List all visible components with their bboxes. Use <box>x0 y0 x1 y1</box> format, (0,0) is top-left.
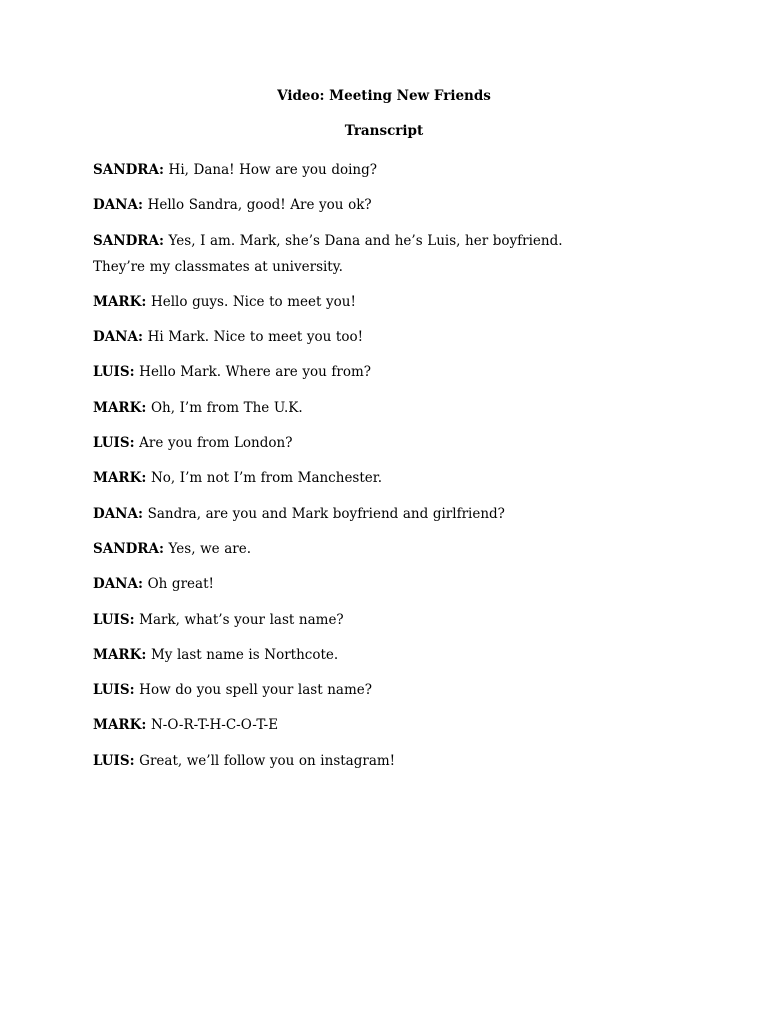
utterance-text: Hi Mark. Nice to meet you too! <box>147 329 364 346</box>
speaker-label: LUIS: <box>93 435 135 452</box>
transcript-line <box>93 748 613 774</box>
speaker-label: LUIS: <box>93 611 135 628</box>
utterance-text: My last name is Northcote. <box>150 646 339 663</box>
transcript-line <box>93 359 613 385</box>
utterance-text: N-O-R-T-H-C-O-T-E <box>150 717 279 734</box>
transcript-line <box>93 430 613 456</box>
transcript-list <box>93 157 613 783</box>
utterance-text: Oh, I’m from The U.K. <box>150 399 303 416</box>
transcript-line <box>93 642 613 668</box>
speaker-label: SANDRA: <box>93 232 164 249</box>
utterance-text: Hello guys. Nice to meet you! <box>150 293 356 310</box>
speaker-label: MARK: <box>93 470 147 487</box>
transcript-line <box>93 228 613 280</box>
utterance-text: No, I’m not I’m from Manchester. <box>150 470 383 487</box>
utterance-text: Yes, I am. Mark, she’s Dana and he’s Luis, her boyfriend. They’re my classmates at university. <box>93 232 563 275</box>
speaker-label: MARK: <box>93 717 147 734</box>
speaker-label: DANA: <box>93 197 143 214</box>
speaker-label: DANA: <box>93 329 143 346</box>
speaker-label: DANA: <box>93 576 143 593</box>
transcript-line <box>93 607 613 633</box>
transcript-line <box>93 536 613 562</box>
document-subtitle: Transcript <box>344 123 424 139</box>
transcript-line <box>93 677 613 703</box>
transcript-line <box>93 192 613 218</box>
utterance-text: Are you from London? <box>139 435 293 452</box>
speaker-label: LUIS: <box>93 364 135 381</box>
utterance-text: Hi, Dana! How are you doing? <box>168 162 377 178</box>
speaker-label: MARK: <box>93 399 147 416</box>
utterance-text: Hello Sandra, good! Are you ok? <box>147 197 372 214</box>
speaker-label: LUIS: <box>93 682 135 699</box>
transcript-line <box>93 712 613 738</box>
utterance-text: Hello Mark. Where are you from? <box>139 364 372 381</box>
utterance-text: Oh great! <box>147 576 214 593</box>
document-title: Video: Meeting New Friends <box>277 88 491 104</box>
speaker-label: SANDRA: <box>93 540 164 557</box>
transcript-line <box>93 395 613 421</box>
speaker-label: LUIS: <box>93 752 135 769</box>
utterance-text: Sandra, are you and Mark boyfriend and girlfriend? <box>147 505 505 522</box>
transcript-line <box>93 324 613 350</box>
transcript-line <box>93 571 613 597</box>
transcript-line <box>93 157 613 183</box>
speaker-label: MARK: <box>93 646 147 663</box>
utterance-text: Great, we’ll follow you on instagram! <box>139 752 396 769</box>
transcript-line <box>93 501 613 527</box>
utterance-text: Yes, we are. <box>168 540 252 557</box>
transcript-line <box>93 289 613 315</box>
utterance-text: How do you spell your last name? <box>139 682 372 699</box>
speaker-label: SANDRA: <box>93 162 164 178</box>
utterance-text: Mark, what’s your last name? <box>139 611 344 628</box>
transcript-line <box>93 465 613 491</box>
speaker-label: DANA: <box>93 505 143 522</box>
speaker-label: MARK: <box>93 293 147 310</box>
